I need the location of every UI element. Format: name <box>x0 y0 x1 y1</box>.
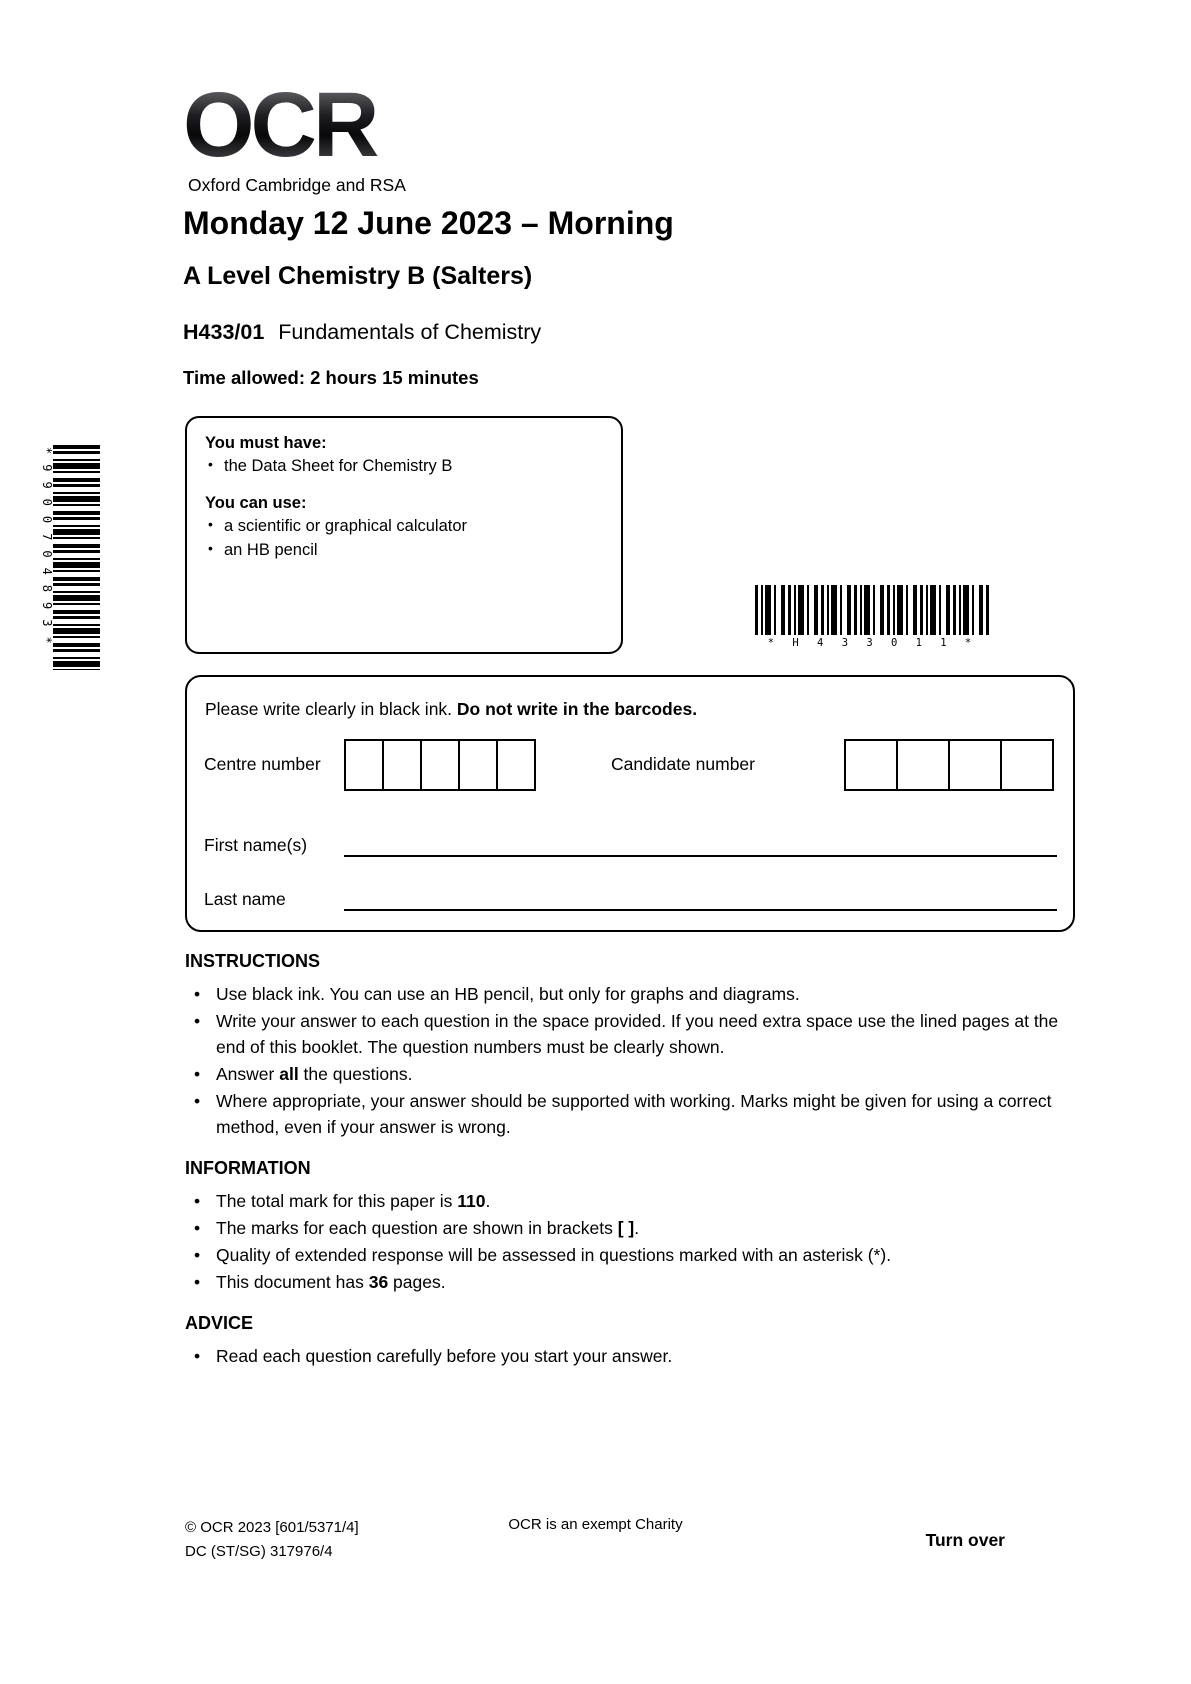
list-item <box>185 1008 1067 1060</box>
horizontal-barcode <box>755 585 990 635</box>
ocr-logo <box>183 74 406 196</box>
paper-name: Fundamentals of Chemistry <box>278 320 542 344</box>
charity-note: OCR is an exempt Charity <box>508 1516 683 1533</box>
list-item-text: 36 <box>368 1272 389 1292</box>
information-section <box>185 1155 1067 1296</box>
list-item: • the Data Sheet for Chemistry B <box>205 455 603 478</box>
can-use-list <box>205 515 603 562</box>
centre-number-label: Centre number <box>204 754 321 774</box>
information-list <box>185 1188 1067 1295</box>
instructions-section <box>185 948 1067 1141</box>
list-item-text: The marks for each question are shown in brackets <box>216 1218 618 1238</box>
list-item <box>185 981 1067 1007</box>
list-item-text: Where appropriate, your answer should be supported with working. Marks might be given for using a correct method, even if your answer is wrong. <box>216 1091 1052 1137</box>
list-item-text: the questions. <box>298 1064 413 1084</box>
ink-instruction-plain: Please write clearly in black ink. <box>205 699 457 719</box>
must-have-list <box>205 455 603 478</box>
ocr-logo-tagline: Oxford Cambridge and RSA <box>188 174 406 195</box>
first-name-label: First name(s) <box>204 835 308 855</box>
exam-date-title: Monday 12 June 2023 – Morning <box>183 205 674 241</box>
list-item: • a scientific or graphical calculator <box>205 515 603 538</box>
list-item-text: 110 <box>457 1191 486 1211</box>
list-item-text: . <box>485 1191 491 1211</box>
last-name-label: Last name <box>204 889 286 909</box>
list-item-text: pages. <box>388 1272 446 1292</box>
list-item <box>185 1061 1067 1087</box>
list-item <box>185 1188 1067 1214</box>
list-item-text: Use black ink. You can use an HB pencil, but only for graphs and diagrams. <box>216 984 800 1004</box>
materials-box <box>185 416 623 654</box>
centre-number-cells <box>344 739 536 791</box>
ocr-logo-text: OCR <box>183 84 406 167</box>
candidate-number-cell[interactable] <box>948 739 1002 791</box>
centre-number-cell[interactable] <box>420 739 460 791</box>
list-item-text: Quality of extended response will be assessed in questions marked with an asterisk (*). <box>216 1245 892 1265</box>
advice-section <box>185 1310 1067 1370</box>
list-item <box>185 1343 1067 1369</box>
paper-line <box>183 320 541 345</box>
qualification-title: A Level Chemistry B (Salters) <box>183 262 533 290</box>
list-item-text: all <box>279 1064 299 1084</box>
vertical-barcode <box>53 445 100 670</box>
dc-code-line: DC (ST/SG) 317976/4 <box>185 1543 333 1560</box>
candidate-number-label: Candidate number <box>611 754 755 774</box>
centre-number-cell[interactable] <box>496 739 536 791</box>
advice-list <box>185 1343 1067 1369</box>
list-item <box>185 1242 1067 1268</box>
centre-number-cell[interactable] <box>458 739 498 791</box>
turn-over-label: Turn over <box>925 1530 1005 1550</box>
candidate-number-cell[interactable] <box>844 739 898 791</box>
list-item-text: Read each question carefully before you start your answer. <box>216 1346 673 1366</box>
information-heading: INFORMATION <box>185 1158 311 1178</box>
candidate-number-cell[interactable] <box>1000 739 1054 791</box>
first-name-input-line[interactable] <box>344 855 1057 857</box>
must-have-label: You must have: <box>205 434 327 452</box>
copyright-line: © OCR 2023 [601/5371/4] <box>185 1519 359 1536</box>
candidate-number-cells <box>844 739 1054 791</box>
list-item-text: Write your answer to each question in the space provided. If you need extra space use the lined pages at the end of this booklet. The question numbers must be clearly shown. <box>216 1011 1059 1057</box>
horizontal-barcode-number: * H 4 3 3 0 1 1 * <box>767 637 978 649</box>
centre-number-cell[interactable] <box>382 739 422 791</box>
list-item-text: . <box>634 1218 640 1238</box>
ink-instruction <box>205 699 697 720</box>
list-item <box>185 1088 1067 1140</box>
list-item-text: The total mark for this paper is <box>216 1191 458 1211</box>
list-item-text: [ ] <box>617 1218 635 1238</box>
list-item: • an HB pencil <box>205 539 603 562</box>
list-item-text: Answer <box>216 1064 280 1084</box>
advice-heading: ADVICE <box>185 1313 254 1333</box>
candidate-details-box <box>185 675 1075 932</box>
list-item <box>185 1215 1067 1241</box>
ink-instruction-bold: Do not write in the barcodes. <box>456 699 698 719</box>
instructions-heading: INSTRUCTIONS <box>185 951 320 971</box>
vertical-barcode-number: *9900704893* <box>40 447 54 654</box>
last-name-input-line[interactable] <box>344 909 1057 911</box>
list-item-text: This document has <box>216 1272 369 1292</box>
candidate-number-cell[interactable] <box>896 739 950 791</box>
paper-code: H433/01 <box>183 320 265 344</box>
centre-number-cell[interactable] <box>344 739 384 791</box>
time-allowed: Time allowed: 2 hours 15 minutes <box>183 367 479 388</box>
instructions-list <box>185 981 1067 1140</box>
list-item <box>185 1269 1067 1295</box>
can-use-label: You can use: <box>205 493 307 512</box>
